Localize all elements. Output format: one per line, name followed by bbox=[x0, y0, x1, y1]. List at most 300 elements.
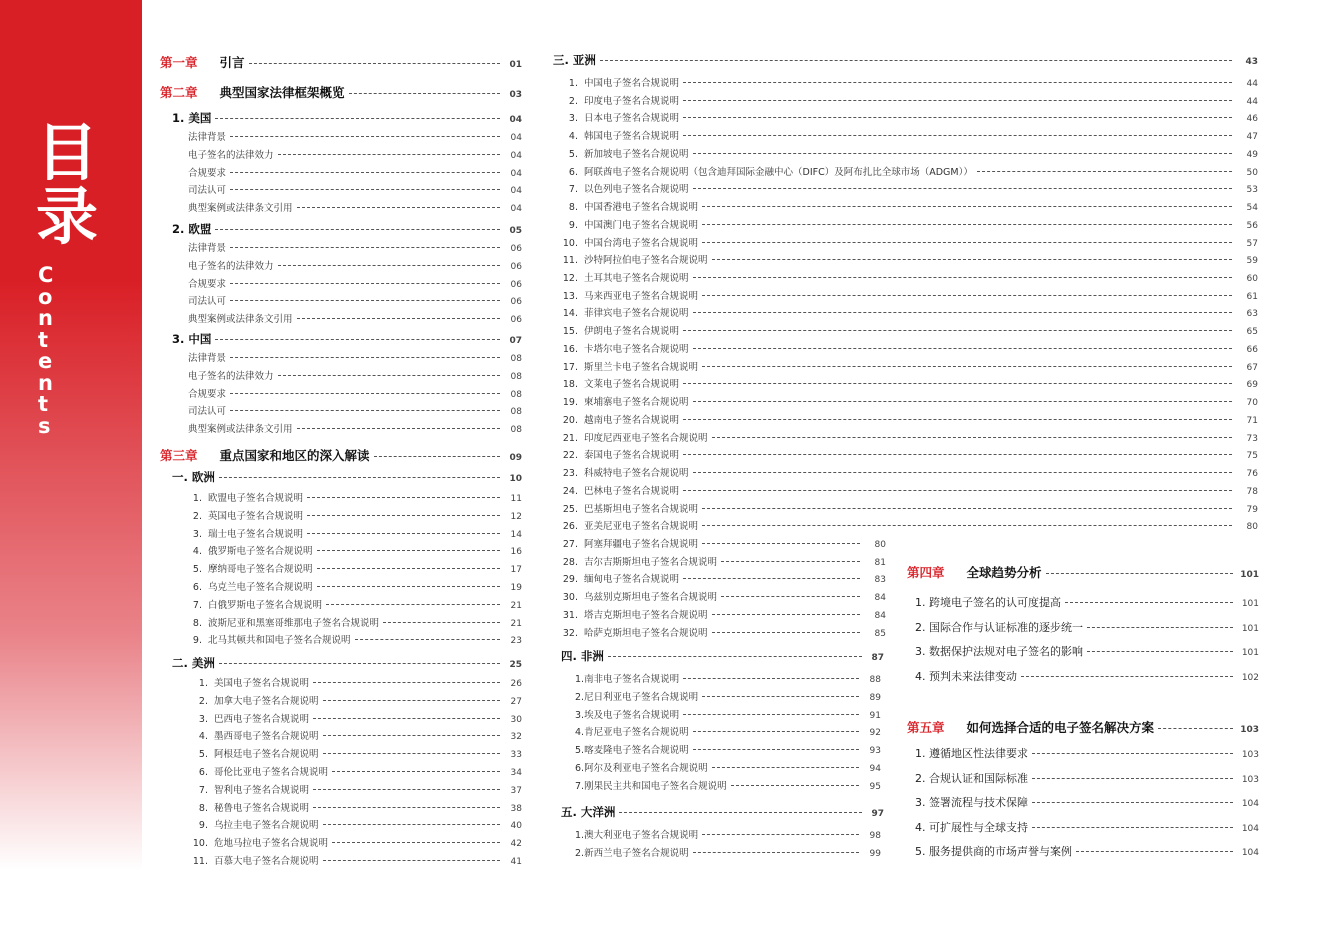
asia-item[interactable] bbox=[556, 501, 1258, 515]
entry-title: 合规要求 bbox=[188, 388, 227, 400]
americas-item[interactable] bbox=[186, 817, 522, 831]
dot-leader bbox=[693, 749, 859, 750]
page-number: 08 bbox=[510, 371, 522, 382]
page-number: 98 bbox=[869, 831, 881, 841]
dot-leader bbox=[712, 437, 1232, 438]
asia-item[interactable] bbox=[556, 75, 1258, 89]
chapter-label: 第三章 bbox=[160, 448, 198, 463]
entry-title: 巴林电子签名合规说明 bbox=[584, 485, 680, 497]
dot-leader bbox=[1021, 676, 1233, 677]
entry-title: 1. 美国 bbox=[172, 111, 212, 125]
americas-item[interactable] bbox=[186, 782, 522, 796]
page-number: 04 bbox=[510, 186, 522, 197]
dot-leader bbox=[297, 318, 500, 319]
trend-item[interactable] bbox=[915, 668, 1259, 684]
entry-title: 五. 大洋洲 bbox=[561, 805, 616, 819]
page-number: 46 bbox=[1246, 114, 1258, 125]
entry-title: 文莱电子签名合规说明 bbox=[584, 379, 680, 391]
dot-leader bbox=[332, 771, 500, 772]
entry-title: 白俄罗斯电子签名合规说明 bbox=[208, 599, 323, 611]
solution-item[interactable] bbox=[915, 843, 1259, 859]
entry-title: 1.南非电子签名合规说明 bbox=[575, 674, 680, 685]
asia-item[interactable] bbox=[556, 110, 1258, 124]
dot-leader bbox=[215, 118, 500, 119]
entry-title: 越南电子签名合规说明 bbox=[584, 414, 680, 426]
page-number: 05 bbox=[509, 226, 522, 236]
asia-item[interactable] bbox=[556, 128, 1258, 142]
asia-item[interactable] bbox=[556, 305, 1258, 319]
entry-title: 2. 欧盟 bbox=[172, 222, 212, 236]
entry-number: 4. bbox=[198, 731, 208, 743]
entry-number: 16. bbox=[562, 343, 578, 355]
entry-title: 全球趋势分析 bbox=[966, 565, 1042, 580]
entry-title: 智利电子签名合规说明 bbox=[214, 784, 310, 796]
europe-item[interactable] bbox=[186, 632, 522, 646]
entry-title: 1.澳大利亚电子签名合规说明 bbox=[575, 830, 699, 841]
entry-title: 柬埔寨电子签名合规说明 bbox=[584, 397, 689, 409]
asia-item[interactable] bbox=[556, 93, 1258, 107]
entry-title: 2. 合规认证和国际标准 bbox=[915, 771, 1028, 785]
entry-number: 2. bbox=[568, 95, 578, 107]
dot-leader bbox=[977, 171, 1232, 172]
entry-title: 土耳其电子签名合规说明 bbox=[584, 273, 689, 285]
entry-number: 4. bbox=[568, 131, 578, 143]
subtopic-entry[interactable] bbox=[188, 129, 522, 143]
asia-item[interactable] bbox=[556, 252, 1258, 266]
page-number: 40 bbox=[510, 821, 522, 832]
sidebar-title-char2: 录 bbox=[36, 180, 99, 253]
entry-title: 秘鲁电子签名合规说明 bbox=[214, 802, 310, 814]
country-section-entry[interactable] bbox=[172, 331, 522, 347]
dot-leader bbox=[683, 383, 1232, 384]
entry-number: 4. bbox=[192, 546, 202, 558]
dot-leader bbox=[313, 789, 500, 790]
europe-heading[interactable] bbox=[172, 469, 522, 485]
entry-number: 6. bbox=[198, 767, 208, 778]
page-number: 21 bbox=[510, 618, 522, 629]
africa-item[interactable] bbox=[575, 742, 881, 756]
asia-item[interactable] bbox=[556, 430, 1258, 444]
page-number: 59 bbox=[1246, 256, 1258, 267]
page-number: 65 bbox=[1246, 327, 1258, 338]
subtopic-entry[interactable] bbox=[188, 293, 522, 307]
americas-item[interactable] bbox=[186, 693, 522, 707]
asia-item[interactable] bbox=[556, 235, 1258, 249]
page-number: 60 bbox=[1246, 274, 1258, 285]
page-number: 79 bbox=[1246, 504, 1258, 515]
dot-leader bbox=[693, 731, 859, 732]
entry-number: 5. bbox=[198, 749, 208, 761]
dot-leader bbox=[230, 189, 500, 190]
page-number: 08 bbox=[510, 425, 522, 436]
africa-item[interactable] bbox=[575, 689, 881, 703]
entry-number: 31. bbox=[562, 609, 578, 621]
africa-heading[interactable] bbox=[561, 648, 884, 664]
page-number: 80 bbox=[874, 539, 886, 550]
subtopic-entry[interactable] bbox=[188, 386, 522, 400]
page-number: 44 bbox=[1246, 79, 1258, 89]
europe-item[interactable] bbox=[186, 615, 522, 629]
page-number: 08 bbox=[510, 389, 522, 400]
entry-title: 马来西亚电子签名合规说明 bbox=[584, 290, 699, 302]
dot-leader bbox=[683, 454, 1232, 455]
country-section-entry[interactable] bbox=[172, 110, 522, 126]
entry-number: 2. bbox=[198, 695, 208, 707]
entry-title: 阿根廷电子签名合规说明 bbox=[214, 749, 319, 761]
entry-number: 24. bbox=[562, 485, 578, 497]
dot-leader bbox=[230, 410, 500, 411]
subtopic-entry[interactable] bbox=[188, 258, 522, 272]
africa-item[interactable] bbox=[575, 707, 881, 721]
dot-leader bbox=[712, 614, 860, 615]
entry-title: 百慕大电子签名合规说明 bbox=[214, 856, 319, 867]
trend-item[interactable] bbox=[915, 619, 1259, 635]
entry-number: 5. bbox=[192, 564, 202, 576]
africa-item[interactable] bbox=[575, 724, 881, 738]
americas-item[interactable] bbox=[186, 764, 522, 778]
dot-leader bbox=[702, 242, 1232, 243]
dot-leader bbox=[326, 604, 500, 605]
asia-item[interactable] bbox=[556, 199, 1258, 213]
asia-item[interactable] bbox=[556, 146, 1258, 160]
americas-item[interactable] bbox=[186, 746, 522, 760]
entry-title: 重点国家和地区的深入解读 bbox=[219, 448, 370, 463]
entry-number: 9. bbox=[568, 219, 578, 231]
dot-leader bbox=[693, 188, 1232, 189]
solution-item[interactable] bbox=[915, 819, 1259, 835]
africa-item[interactable] bbox=[575, 671, 881, 685]
dot-leader bbox=[249, 63, 500, 64]
americas-item[interactable] bbox=[186, 853, 522, 867]
entry-number: 19. bbox=[562, 397, 578, 409]
entry-title: 中国澳门电子签名合规说明 bbox=[584, 219, 699, 231]
entry-title: 一. 欧洲 bbox=[172, 470, 215, 484]
page-number: 102 bbox=[1241, 672, 1259, 683]
americas-item[interactable] bbox=[186, 728, 522, 742]
asia-item[interactable] bbox=[556, 394, 1258, 408]
entry-number: 7. bbox=[198, 784, 208, 796]
europe-item[interactable] bbox=[186, 526, 522, 540]
subtopic-entry[interactable] bbox=[188, 403, 522, 417]
entry-title: 2. 国际合作与认证标准的逐步统一 bbox=[915, 620, 1083, 634]
entry-number: 9. bbox=[192, 635, 202, 647]
subtopic-entry[interactable] bbox=[188, 200, 522, 214]
dot-leader bbox=[693, 852, 859, 853]
dot-leader bbox=[721, 561, 860, 562]
entry-title: 中国台湾电子签名合规说明 bbox=[584, 237, 699, 249]
entry-title: 印度电子签名合规说明 bbox=[584, 95, 680, 107]
americas-item[interactable] bbox=[186, 835, 522, 849]
entry-number: 1. bbox=[568, 78, 578, 89]
entry-title: 塔吉克斯坦电子签名合规说明 bbox=[584, 609, 708, 621]
dot-leader bbox=[683, 714, 859, 715]
page-number: 103 bbox=[1241, 774, 1259, 785]
dot-leader bbox=[1076, 851, 1233, 852]
entry-title: 合规要求 bbox=[188, 167, 227, 179]
page-number: 87 bbox=[871, 653, 884, 663]
asia-item[interactable] bbox=[556, 465, 1258, 479]
asia-item[interactable] bbox=[556, 323, 1258, 337]
entry-title: 北马其顿共和国电子签名合规说明 bbox=[208, 635, 351, 647]
subtopic-entry[interactable] bbox=[188, 240, 522, 254]
page-number: 01 bbox=[509, 60, 522, 70]
solution-item[interactable] bbox=[915, 770, 1259, 786]
dot-leader bbox=[683, 578, 860, 579]
entry-number: 26. bbox=[562, 521, 578, 533]
solution-item[interactable] bbox=[915, 794, 1259, 810]
subtopic-entry[interactable] bbox=[188, 182, 522, 196]
page-number: 30 bbox=[510, 714, 522, 725]
entry-title: 阿塞拜疆电子签名合规说明 bbox=[584, 538, 699, 550]
asia-item[interactable] bbox=[556, 571, 886, 585]
page-number: 66 bbox=[1246, 344, 1258, 355]
page-number: 07 bbox=[509, 336, 522, 346]
dot-leader bbox=[683, 117, 1232, 118]
asia-item[interactable] bbox=[556, 483, 1258, 497]
asia-item[interactable] bbox=[556, 607, 886, 621]
americas-item[interactable] bbox=[186, 711, 522, 725]
europe-item[interactable] bbox=[186, 508, 522, 522]
page-number: 88 bbox=[869, 675, 881, 685]
entry-number: 32. bbox=[562, 627, 578, 639]
entry-number: 29. bbox=[562, 574, 578, 586]
americas-item[interactable] bbox=[186, 800, 522, 814]
asia-item[interactable] bbox=[556, 447, 1258, 461]
entry-title: 菲律宾电子签名合规说明 bbox=[584, 308, 689, 320]
dot-leader bbox=[619, 812, 862, 813]
chapter-4-entry[interactable] bbox=[907, 563, 1259, 581]
asia-item[interactable] bbox=[556, 376, 1258, 390]
page-number: 26 bbox=[510, 679, 522, 689]
asia-item[interactable] bbox=[556, 270, 1258, 284]
asia-item[interactable] bbox=[556, 625, 886, 639]
asia-item[interactable] bbox=[556, 589, 886, 603]
page-number: 47 bbox=[1246, 132, 1258, 143]
dot-leader bbox=[297, 428, 500, 429]
entry-number: 7. bbox=[192, 599, 202, 611]
page-number: 104 bbox=[1241, 823, 1259, 834]
europe-item[interactable] bbox=[186, 543, 522, 557]
dot-leader bbox=[1032, 753, 1233, 754]
dot-leader bbox=[683, 419, 1232, 420]
page-number: 21 bbox=[510, 600, 522, 611]
asia-item[interactable] bbox=[556, 217, 1258, 231]
dot-leader bbox=[1032, 802, 1233, 803]
entry-title: 伊朗电子签名合规说明 bbox=[584, 326, 680, 338]
europe-item[interactable] bbox=[186, 597, 522, 611]
entry-number: 10. bbox=[192, 838, 208, 850]
entry-title: 5. 服务提供商的市场声誉与案例 bbox=[915, 845, 1072, 858]
entry-number: 23. bbox=[562, 468, 578, 480]
dot-leader bbox=[307, 533, 500, 534]
entry-title: 乌克兰电子签名合规说明 bbox=[208, 582, 313, 593]
entry-number: 8. bbox=[198, 802, 208, 814]
entry-title: 法律背景 bbox=[188, 353, 227, 364]
page-number: 75 bbox=[1246, 451, 1258, 462]
page-number: 03 bbox=[509, 90, 522, 100]
asia-heading[interactable] bbox=[553, 52, 1258, 68]
page-number: 103 bbox=[1240, 725, 1259, 735]
entry-title: 新加坡电子签名合规说明 bbox=[584, 148, 689, 160]
dot-leader bbox=[702, 224, 1232, 225]
chapter-2-entry[interactable] bbox=[160, 83, 522, 101]
page-number: 11 bbox=[510, 494, 522, 504]
entry-title: 缅甸电子签名合规说明 bbox=[584, 574, 680, 586]
country-section-entry[interactable] bbox=[172, 221, 522, 237]
entry-title: 2.尼日利亚电子签名合规说明 bbox=[575, 691, 699, 703]
entry-title: 电子签名的法律效力 bbox=[188, 260, 274, 272]
asia-item[interactable] bbox=[556, 554, 886, 568]
dot-leader bbox=[683, 678, 859, 679]
page-number: 71 bbox=[1246, 415, 1258, 426]
dot-leader bbox=[313, 718, 500, 719]
dot-leader bbox=[317, 550, 500, 551]
dot-leader bbox=[323, 735, 500, 736]
entry-title: 如何选择合适的电子签名解决方案 bbox=[966, 720, 1155, 735]
page-number: 101 bbox=[1240, 570, 1259, 580]
page-number: 93 bbox=[869, 746, 881, 757]
europe-item[interactable] bbox=[186, 490, 522, 504]
entry-title: 电子签名的法律效力 bbox=[188, 149, 274, 161]
entry-title: 引言 bbox=[219, 55, 245, 70]
dot-leader bbox=[332, 842, 500, 843]
page-number: 08 bbox=[510, 407, 522, 418]
entry-title: 法律背景 bbox=[188, 132, 227, 143]
subtopic-entry[interactable] bbox=[188, 350, 522, 364]
page-number: 69 bbox=[1246, 380, 1258, 391]
dot-leader bbox=[1087, 651, 1233, 652]
entry-number: 13. bbox=[562, 290, 578, 302]
chapter-label: 第一章 bbox=[160, 55, 198, 70]
asia-item[interactable] bbox=[556, 288, 1258, 302]
dot-leader bbox=[702, 295, 1232, 296]
entry-title: 4.肯尼亚电子签名合规说明 bbox=[575, 727, 689, 739]
asia-item[interactable] bbox=[556, 164, 1258, 178]
dot-leader bbox=[693, 153, 1232, 154]
page-number: 67 bbox=[1246, 362, 1258, 373]
page-number: 44 bbox=[1246, 96, 1258, 107]
page-number: 06 bbox=[510, 315, 522, 326]
chapter-5-entry[interactable] bbox=[907, 718, 1259, 736]
dot-leader bbox=[693, 312, 1232, 313]
trend-item[interactable] bbox=[915, 594, 1259, 610]
chapter-1-entry[interactable] bbox=[160, 53, 522, 71]
dot-leader bbox=[1065, 602, 1233, 603]
trend-item[interactable] bbox=[915, 643, 1259, 659]
subtopic-entry[interactable] bbox=[188, 311, 522, 325]
oceania-heading[interactable] bbox=[561, 804, 884, 820]
africa-item[interactable] bbox=[575, 760, 881, 774]
chapter-3-entry[interactable] bbox=[160, 446, 522, 464]
entry-title: 危地马拉电子签名合规说明 bbox=[214, 838, 329, 850]
asia-item[interactable] bbox=[556, 181, 1258, 195]
europe-item[interactable] bbox=[186, 561, 522, 575]
subtopic-entry[interactable] bbox=[188, 276, 522, 290]
africa-item[interactable] bbox=[575, 778, 881, 792]
dot-leader bbox=[278, 154, 500, 155]
dot-leader bbox=[683, 490, 1232, 491]
entry-number: 11. bbox=[192, 856, 208, 867]
dot-leader bbox=[323, 753, 500, 754]
page-number: 25 bbox=[509, 660, 522, 670]
subtopic-entry[interactable] bbox=[188, 421, 522, 435]
dot-leader bbox=[230, 136, 500, 137]
page-number: 84 bbox=[874, 593, 886, 604]
entry-title: 4. 预判未来法律变动 bbox=[915, 669, 1017, 683]
oceania-item[interactable] bbox=[575, 845, 881, 859]
chapter-label: 第四章 bbox=[907, 565, 945, 580]
dot-leader bbox=[608, 656, 862, 657]
entry-title: 日本电子签名合规说明 bbox=[584, 113, 680, 125]
dot-leader bbox=[712, 259, 1232, 260]
americas-heading[interactable] bbox=[172, 655, 522, 671]
entry-title: 巴基斯坦电子签名合规说明 bbox=[584, 503, 699, 515]
dot-leader bbox=[278, 265, 500, 266]
chapter-label: 第二章 bbox=[160, 85, 198, 100]
entry-title: 典型案例或法律条文引用 bbox=[188, 424, 293, 436]
page-number: 04 bbox=[509, 115, 522, 125]
page-number: 12 bbox=[510, 511, 522, 522]
americas-item[interactable] bbox=[186, 675, 522, 689]
entry-title: 2.新西兰电子签名合规说明 bbox=[575, 848, 689, 859]
entry-title: 典型案例或法律条文引用 bbox=[188, 314, 293, 326]
asia-item[interactable] bbox=[556, 518, 1258, 532]
asia-item[interactable] bbox=[556, 341, 1258, 355]
entry-title: 1. 遵循地区性法律要求 bbox=[915, 747, 1028, 760]
dot-leader bbox=[230, 247, 500, 248]
entry-title: 印度尼西亚电子签名合规说明 bbox=[584, 432, 708, 444]
entry-title: 7.刚果民主共和国电子签名合规说明 bbox=[575, 780, 727, 792]
subtopic-entry[interactable] bbox=[188, 147, 522, 161]
page-number: 53 bbox=[1246, 185, 1258, 196]
page-number: 56 bbox=[1246, 220, 1258, 231]
asia-item[interactable] bbox=[556, 536, 886, 550]
europe-item[interactable] bbox=[186, 579, 522, 593]
dot-leader bbox=[721, 596, 860, 597]
entry-number: 1. bbox=[192, 493, 202, 504]
entry-title: 阿联酋电子签名合规说明（包含迪拜国际金融中心（DIFC）及阿布扎比全球市场（ADGM）） bbox=[584, 166, 973, 178]
page-number: 19 bbox=[510, 583, 522, 593]
entry-title: 中国电子签名合规说明 bbox=[584, 78, 680, 89]
subtopic-entry[interactable] bbox=[188, 368, 522, 382]
entry-title: 美国电子签名合规说明 bbox=[214, 678, 310, 689]
dot-leader bbox=[323, 860, 500, 861]
page-number: 49 bbox=[1246, 149, 1258, 160]
oceania-item[interactable] bbox=[575, 827, 881, 841]
entry-number: 7. bbox=[568, 184, 578, 196]
entry-number: 8. bbox=[568, 202, 578, 214]
entry-title: 6.阿尔及利亚电子签名合规说明 bbox=[575, 763, 708, 774]
dot-leader bbox=[693, 277, 1232, 278]
entry-title: 四. 非洲 bbox=[561, 649, 604, 663]
entry-number: 3. bbox=[198, 713, 208, 725]
dot-leader bbox=[230, 300, 500, 301]
page-number: 27 bbox=[510, 696, 522, 707]
subtopic-entry[interactable] bbox=[188, 165, 522, 179]
solution-item[interactable] bbox=[915, 745, 1259, 761]
asia-item[interactable] bbox=[556, 359, 1258, 373]
entry-title: 卡塔尔电子签名合规说明 bbox=[584, 343, 689, 355]
entry-title: 吉尔吉斯斯坦电子签名合规说明 bbox=[584, 556, 718, 568]
dot-leader bbox=[693, 401, 1232, 402]
entry-title: 巴西电子签名合规说明 bbox=[214, 713, 310, 725]
entry-number: 17. bbox=[562, 361, 578, 373]
entry-title: 5.喀麦隆电子签名合规说明 bbox=[575, 745, 689, 757]
asia-item[interactable] bbox=[556, 412, 1258, 426]
entry-title: 中国香港电子签名合规说明 bbox=[584, 202, 699, 214]
entry-title: 司法认可 bbox=[188, 406, 227, 418]
entry-number: 8. bbox=[192, 617, 202, 629]
